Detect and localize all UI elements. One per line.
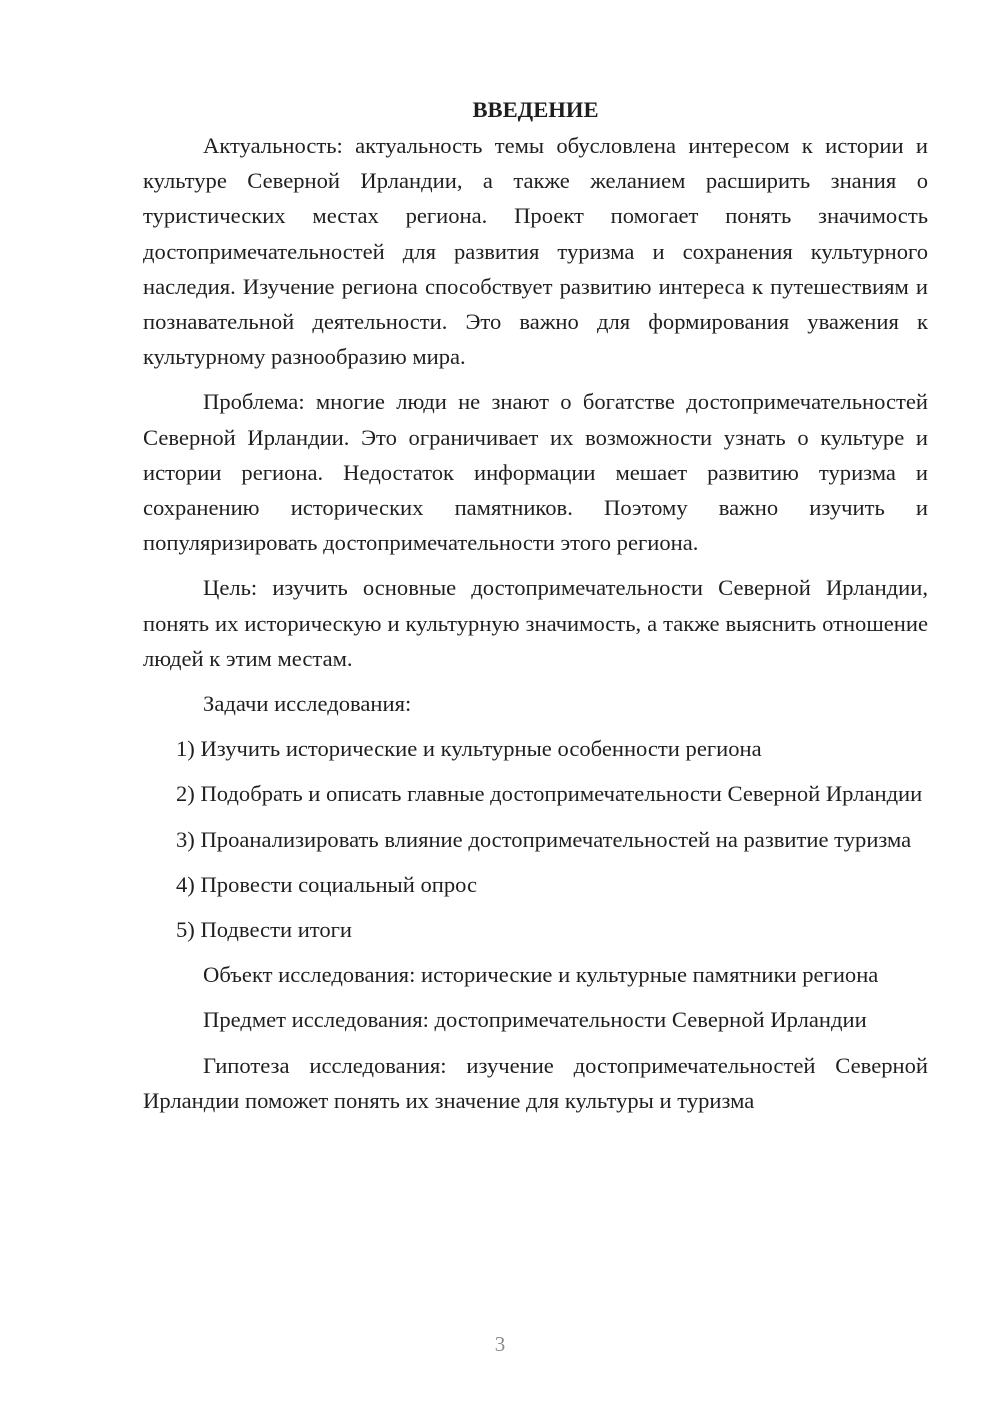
tasks-heading: Задачи исследования:	[203, 691, 412, 717]
page-number: 3	[494, 1332, 506, 1356]
task-item-2: 2) Подобрать и описать главные достопримечательности Северной Ирландии	[176, 781, 923, 807]
subject-paragraph: Предмет исследования: достопримечательности Северной Ирландии	[203, 1007, 867, 1033]
goal-paragraph: Цель: изучить основные достопримечательности Северной Ирландии, понять их историческую и культурную значимость, а также выяснить отношение людей к этим местам.	[143, 575, 928, 671]
task-item-3: 3) Проанализировать влияние достопримечательностей на развитие туризма	[176, 826, 912, 852]
page-title: ВВЕДЕНИЕ	[472, 97, 599, 122]
problem-paragraph: Проблема: многие люди не знают о богатстве достопримечательностей Северной Ирландии. Это ограничивает их возможности узнать о культуре и истории региона. Недостаток информации мешает развитию туризма и сохранению исторических памятников. Поэтому важно изучить и популяризировать достопримечательности этого региона.	[143, 389, 928, 556]
task-item-5: 5) Подвести итоги	[176, 917, 353, 943]
task-item-1: 1) Изучить исторические и культурные особенности региона	[176, 736, 762, 762]
hypothesis-paragraph: Гипотеза исследования: изучение достопримечательностей Северной Ирландии поможет понять их значение для культуры и туризма	[143, 1052, 928, 1113]
page-content	[143, 92, 928, 1118]
task-item-4: 4) Провести социальный опрос	[176, 871, 478, 897]
relevance-paragraph: Актуальность: актуальность темы обусловлена интересом к истории и культуре Северной Ирландии, а также желанием расширить знания о туристических местах региона. Проект помогает понять значимость достопримечательностей для развития туризма и сохранения культурного наследия. Изучение региона способствует развитию интереса к путешествиям и познавательной деятельности. Это важно для формирования уважения к культурному разнообразию мира.	[143, 133, 928, 370]
object-paragraph: Объект исследования: исторические и культурные памятники региона	[203, 962, 879, 988]
